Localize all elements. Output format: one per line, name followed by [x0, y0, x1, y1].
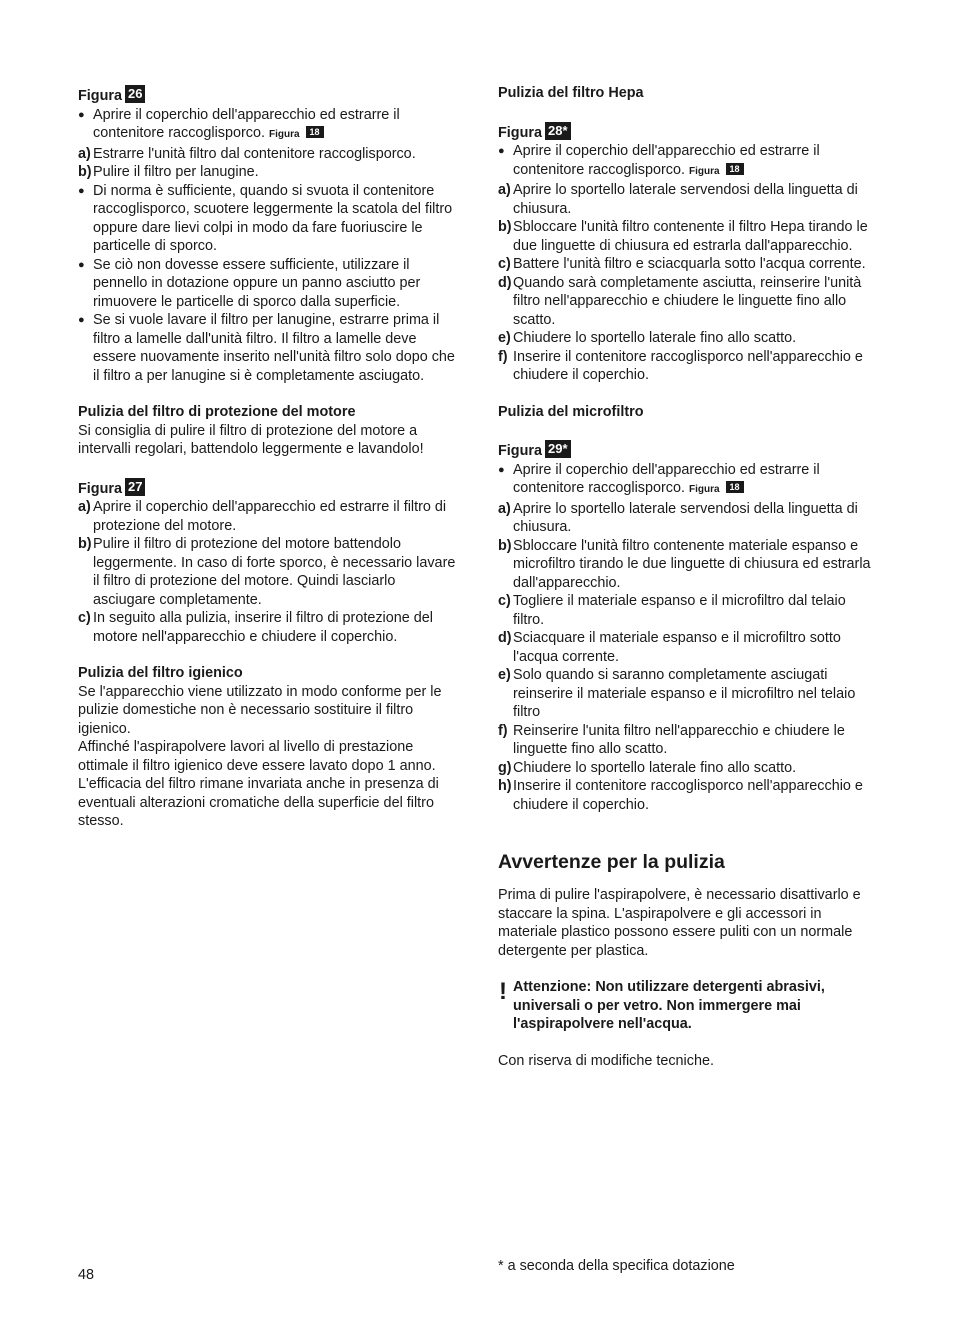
step-text: Se ciò non dovesse essere sufficiente, utilizzare il pennello in dotazione oppure un panno asciutto per rimuovere le particelle di sporco dalla superficie. [93, 256, 421, 310]
right-column [498, 84, 876, 1070]
step-letter: c) [78, 610, 91, 626]
step-item [498, 666, 876, 722]
figure-26-caption [78, 85, 456, 106]
step-letter: d) [498, 630, 512, 646]
step-text: Inserire il contenitore raccoglisporco nell'apparecchio e chiudere il coperchio. [513, 348, 863, 383]
figure-26-steps [78, 106, 456, 386]
step-item [78, 498, 456, 535]
figure-reference-badge: 18 [726, 481, 744, 493]
figure-reference-badge: 18 [306, 126, 324, 138]
step-text: Sciacquare il materiale espanso e il microfiltro sotto l'acqua corrente. [513, 630, 841, 665]
step-item [498, 500, 876, 537]
step-text: In seguito alla pulizia, inserire il filtro di protezione del motore nell'apparecchio e chiudere il coperchio. [93, 610, 433, 645]
bullet-icon: ● [78, 314, 85, 326]
figure-reference-badge: 18 [726, 163, 744, 175]
page-number: 48 [78, 1267, 95, 1283]
motor-filter-text: Si consiglia di pulire il filtro di protezione del motore a intervalli regolari, battendolo leggermente e lavandolo! [78, 422, 424, 457]
caution-notice [498, 978, 876, 1034]
step-item [498, 722, 876, 759]
figure-number-badge: 26 [125, 85, 145, 103]
step-item [498, 181, 876, 218]
step-letter: a) [498, 500, 511, 517]
step-text: Aprire lo sportello laterale servendosi della linguetta di chiusura. [513, 182, 858, 217]
figure-27-caption [78, 478, 456, 499]
step-text: Sbloccare l'unità filtro contenente il filtro Hepa tirando le due linguette di chiusura ed estrarla dall'apparecchio. [513, 219, 868, 254]
step-letter: a) [78, 145, 91, 162]
microfilter-heading: Pulizia del microfiltro [498, 403, 644, 420]
step-letter: d) [498, 274, 512, 291]
step-letter: e) [498, 330, 511, 346]
step-text: Pulire il filtro di protezione del motore battendolo leggermente. In caso di forte sporco, è necessario lavare il filtro di protezione del motore. Quindi lasciarlo asciugare completamente. [93, 536, 456, 608]
figure-label: Figura [78, 480, 122, 497]
figure-label: Figura [498, 124, 542, 141]
bullet-icon: ● [78, 108, 85, 121]
step-letter: c) [498, 256, 511, 272]
step-text: Battere l'unità filtro e sciacquarla sotto l'acqua corrente. [513, 256, 866, 272]
figure-reference-label: Figura [688, 484, 720, 495]
bullet-item [498, 142, 876, 181]
step-item [498, 592, 876, 629]
figure-label: Figura [498, 443, 542, 459]
hygienic-filter-text-2: Affinché l'aspirapolvere lavori al livello di prestazione ottimale il filtro igienico deve essere lavato dopo 1 anno. L'efficacia del filtro rimane invariata anche in presenza di eventuali alterazioni cromatiche della superficie del filtro stesso. [78, 739, 439, 829]
step-text: Quando sarà completamente asciutta, reinserire l'unità filtro nell'apparecchio e chiudere le linguette fino allo scatto. [513, 274, 862, 328]
step-letter: f) [498, 348, 508, 365]
caution-text: Attenzione: Non utilizzare detergenti abrasivi, universali o per vetro. Non immergere mai l'aspirapolvere nell'acqua. [513, 979, 825, 1032]
step-text: Solo quando si saranno completamente asciugati reinserire il materiale espanso e il microfiltro nel telaio filtro [513, 667, 856, 720]
cleaning-warnings-text: Prima di pulire l'aspirapolvere, è necessario disattivarlo e staccare la spina. L'aspirapolvere e gli accessori in materiale plastico possono essere puliti con un normale detergente per plastica. [498, 887, 861, 959]
bullet-item [78, 256, 456, 312]
step-letter: b) [498, 537, 512, 554]
motor-filter-heading: Pulizia del filtro di protezione del motore [78, 404, 356, 420]
figure-number-badge: 28* [545, 122, 571, 140]
bullet-icon: ● [78, 184, 85, 197]
figure-number-badge: 29* [545, 440, 571, 458]
step-text: Togliere il materiale espanso e il microfiltro dal telaio filtro. [513, 593, 846, 628]
step-item [498, 274, 876, 330]
figure-reference-label: Figura [268, 129, 300, 140]
step-text: Inserire il contenitore raccoglisporco nell'apparecchio e chiudere il coperchio. [513, 778, 863, 813]
bullet-item [78, 311, 456, 385]
left-column [78, 84, 456, 831]
step-item [498, 348, 876, 385]
step-item [498, 537, 876, 593]
footnote: * a seconda della specifica dotazione [498, 1258, 735, 1274]
figure-number-badge: 27 [125, 478, 145, 496]
step-item [498, 777, 876, 814]
bullet-icon: ● [78, 258, 85, 271]
step-letter: a) [78, 499, 91, 515]
step-item [498, 629, 876, 666]
step-letter: e) [498, 667, 511, 683]
figure-29-caption [498, 440, 876, 461]
figure-28-caption [498, 122, 876, 143]
step-letter: c) [498, 593, 511, 609]
step-text: Aprire lo sportello laterale servendosi della linguetta di chiusura. [513, 500, 858, 535]
figure-29-steps [498, 461, 876, 815]
step-text: Aprire il coperchio dell'apparecchio ed estrarre il filtro di protezione del motore. [93, 499, 447, 534]
step-text: Di norma è sufficiente, quando si svuota il contenitore raccoglisporco, scuotere leggermente la scatola del filtro oppure dare lievi colpi in modo da fare fuoriuscire le particelle di sporco. [93, 182, 453, 254]
step-item [498, 218, 876, 255]
step-text: Chiudere lo sportello laterale fino allo scatto. [513, 330, 797, 346]
step-text: Reinserire l'unita filtro nell'apparecchio e chiudere le linguette fino allo scatto. [513, 722, 845, 757]
step-text: Aprire il coperchio dell'apparecchio ed estrarre il contenitore raccoglisporco. [93, 106, 400, 141]
step-text: Aprire il coperchio dell'apparecchio ed estrarre il contenitore raccoglisporco. [513, 143, 820, 178]
step-text: Se si vuole lavare il filtro per lanugine, estrarre prima il filtro a lamelle dall'unità filtro. Il filtro a lamelle deve essere nuovamente inserito nell'unità filtro solo dopo che il filtro a per lanugine si è completamente asciugato. [93, 312, 455, 384]
step-item [78, 163, 456, 182]
step-item [78, 535, 456, 609]
step-letter: g) [498, 759, 512, 776]
figure-reference-label: Figura [688, 165, 720, 177]
step-text: Sbloccare l'unità filtro contenente materiale espanso e microfiltro tirando le due linguette di chiusura ed estrarla dall'apparecchio. [513, 537, 871, 591]
cleaning-warnings-heading: Avvertenze per la pulizia [498, 851, 725, 873]
figure-label: Figura [78, 88, 122, 104]
step-letter: b) [78, 536, 92, 552]
step-text: Estrarre l'unità filtro dal contenitore raccoglisporco. [93, 145, 416, 162]
step-letter: b) [78, 164, 92, 180]
step-text: Chiudere lo sportello laterale fino allo scatto. [513, 759, 797, 776]
technical-changes-note: Con riserva di modifiche tecniche. [498, 1052, 714, 1069]
hygienic-filter-heading: Pulizia del filtro igienico [78, 665, 243, 681]
bullet-item [78, 182, 456, 256]
bullet-item [498, 461, 876, 500]
bullet-icon: ● [498, 145, 505, 157]
step-item [78, 609, 456, 646]
bullet-icon: ● [498, 463, 505, 476]
step-letter: a) [498, 182, 511, 198]
figure-28-steps [498, 142, 876, 385]
figure-27-steps [78, 498, 456, 646]
step-text: Pulire il filtro per lanugine. [93, 164, 259, 180]
step-item [498, 255, 876, 274]
step-item [498, 329, 876, 348]
step-letter: h) [498, 778, 512, 794]
hepa-filter-heading: Pulizia del filtro Hepa [498, 85, 644, 101]
step-item [498, 759, 876, 778]
step-letter: f) [498, 722, 508, 739]
step-item [78, 145, 456, 164]
step-letter: b) [498, 219, 512, 235]
step-text: Aprire il coperchio dell'apparecchio ed estrarre il contenitore raccoglisporco. [513, 461, 820, 496]
bullet-item [78, 106, 456, 145]
exclamation-icon: ! [499, 978, 507, 1005]
hygienic-filter-text-1: Se l'apparecchio viene utilizzato in modo conforme per le pulizie domestiche non è necessario sostituire il filtro igienico. [78, 683, 442, 737]
